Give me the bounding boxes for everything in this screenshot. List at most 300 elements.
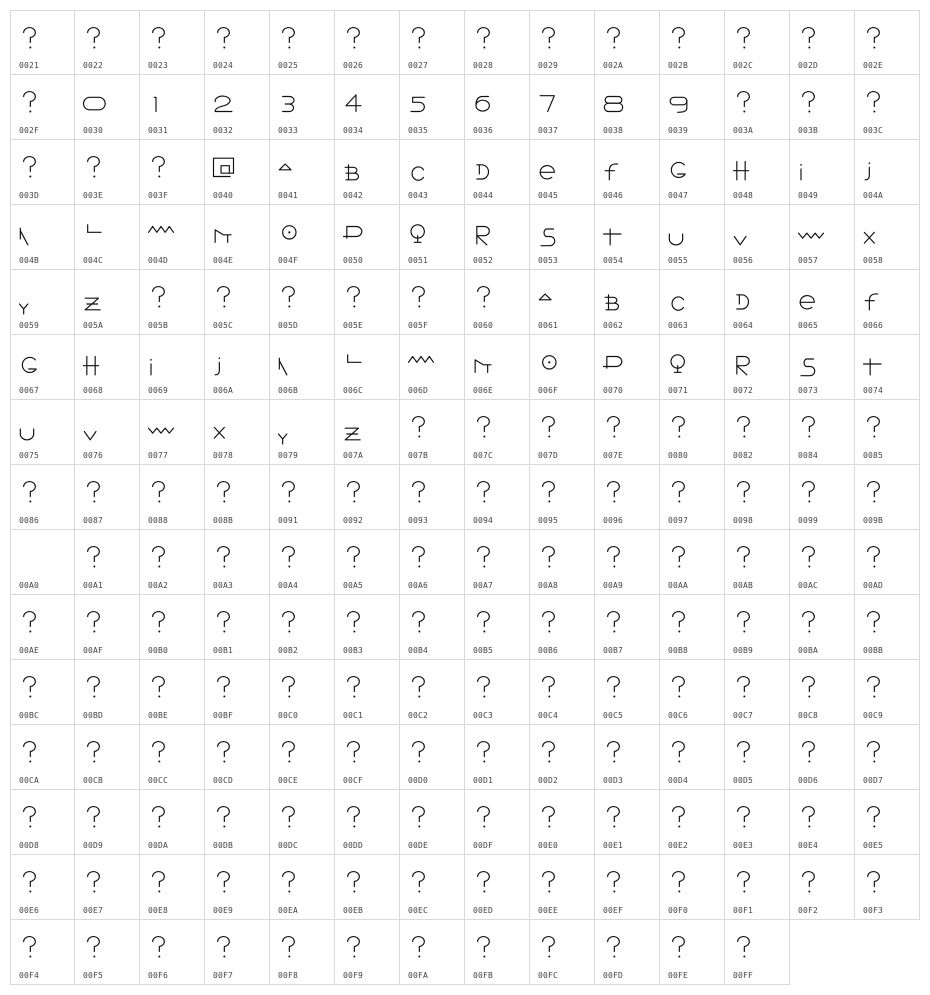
glyph-b-icon: [341, 154, 371, 184]
glyph-cell-00f8: [270, 920, 335, 985]
glyph-cell-0056: [725, 205, 790, 270]
glyph-question-mark-icon: [81, 934, 111, 964]
glyph-code-label: 00BA: [798, 646, 819, 655]
glyph-question-mark-icon: [471, 479, 501, 509]
glyph-question-mark-icon: [601, 739, 631, 769]
glyph-d-icon: [471, 154, 501, 184]
glyph-cell-00e6: [10, 855, 75, 920]
glyph-cell-00e8: [140, 855, 205, 920]
glyph-cell-0032: [205, 75, 270, 140]
glyph-cell-004f: [270, 205, 335, 270]
glyph-cell-0080: [660, 400, 725, 465]
glyph-code-label: 0094: [473, 516, 494, 525]
glyph-code-label: 0076: [83, 451, 104, 460]
glyph-question-mark-icon: [861, 674, 891, 704]
glyph-cell-00f4: [10, 920, 75, 985]
glyph-cell-0045: [530, 140, 595, 205]
glyph-cell-00d8: [10, 790, 75, 855]
glyph-cell-0057: [790, 205, 855, 270]
glyph-cell-0040: [205, 140, 270, 205]
glyph-cell-0082: [725, 400, 790, 465]
glyph-cell-005f: [400, 270, 465, 335]
glyph-code-label: 0034: [343, 126, 364, 135]
glyph-r-icon: [731, 349, 761, 379]
glyph-code-label: 0031: [148, 126, 169, 135]
glyph-cell-00c3: [465, 660, 530, 725]
glyph-code-label: 0027: [408, 61, 429, 70]
glyph-cell-00d4: [660, 725, 725, 790]
glyph-@-icon: [211, 154, 241, 184]
glyph-code-label: 00AE: [19, 646, 40, 655]
glyph-code-label: 00D3: [603, 776, 624, 785]
glyph-code-label: 0062: [603, 321, 624, 330]
glyph-t-icon: [601, 219, 631, 249]
glyph-code-label: 00F6: [148, 971, 169, 980]
glyph-cell-00cb: [75, 725, 140, 790]
glyph-question-mark-icon: [276, 674, 306, 704]
glyph-cell-0078: [205, 400, 270, 465]
glyph-cell-00f1: [725, 855, 790, 920]
glyph-code-label: 00BE: [148, 711, 169, 720]
glyph-cell-00e3: [725, 790, 790, 855]
glyph-code-label: 00E6: [19, 906, 40, 915]
glyph-c-icon: [406, 154, 436, 184]
glyph-cell-005b: [140, 270, 205, 335]
glyph-code-label: 0098: [733, 516, 754, 525]
glyph-code-label: 00DA: [148, 841, 169, 850]
glyph-code-label: 007C: [473, 451, 494, 460]
glyph-code-label: 005D: [278, 321, 299, 330]
glyph-code-label: 00C6: [668, 711, 689, 720]
glyph-question-mark-icon: [536, 934, 566, 964]
glyph-cell-00b9: [725, 595, 790, 660]
glyph-code-label: 00A8: [538, 581, 559, 590]
glyph-question-mark-icon: [861, 739, 891, 769]
glyph-code-label: 00E1: [603, 841, 624, 850]
glyph-code-label: 00B6: [538, 646, 559, 655]
glyph-question-mark-icon: [341, 479, 371, 509]
glyph-cell-0037: [530, 75, 595, 140]
glyph-question-mark-icon: [17, 739, 47, 769]
glyph-cell-00cf: [335, 725, 400, 790]
glyph-code-label: 00C8: [798, 711, 819, 720]
glyph-code-label: 0093: [408, 516, 429, 525]
glyph-code-label: 00E7: [83, 906, 104, 915]
glyph-question-mark-icon: [536, 869, 566, 899]
glyph-question-mark-icon: [146, 284, 176, 314]
glyph-code-label: 00EE: [538, 906, 559, 915]
glyph-question-mark-icon: [406, 25, 436, 55]
glyph-cell-00a2: [140, 530, 205, 595]
glyph-question-mark-icon: [601, 25, 631, 55]
glyph-cell-00b3: [335, 595, 400, 660]
glyph-cell-00f3: [855, 855, 920, 920]
glyph-h-icon: [731, 154, 761, 184]
glyph-code-label: 00E4: [798, 841, 819, 850]
glyph-code-label: 0070: [603, 386, 624, 395]
glyph-code-label: 0055: [668, 256, 689, 265]
glyph-blank-icon: [17, 544, 47, 574]
glyph-code-label: 00AA: [668, 581, 689, 590]
glyph-z-icon: [341, 414, 371, 444]
glyph-cell-00e7: [75, 855, 140, 920]
glyph-code-label: 00C0: [278, 711, 299, 720]
glyph-code-label: 0041: [278, 191, 299, 200]
glyph-code-label: 002C: [733, 61, 754, 70]
glyph-code-label: 0095: [538, 516, 559, 525]
glyph-code-label: 0077: [148, 451, 169, 460]
glyph-t-icon: [861, 349, 891, 379]
glyph-l-icon: [341, 349, 371, 379]
glyph-question-mark-icon: [146, 739, 176, 769]
glyph-cell-002a: [595, 10, 660, 75]
glyph-cell-003a: [725, 75, 790, 140]
glyph-code-label: 00DD: [343, 841, 364, 850]
glyph-question-mark-icon: [601, 544, 631, 574]
glyph-cell-009b: [855, 465, 920, 530]
glyph-code-label: 002E: [863, 61, 884, 70]
glyph-q-icon: [666, 349, 696, 379]
glyph-cell-005c: [205, 270, 270, 335]
glyph-question-mark-icon: [406, 479, 436, 509]
glyph-code-label: 00E5: [863, 841, 884, 850]
glyph-cell-0025: [270, 10, 335, 75]
glyph-cell-0054: [595, 205, 660, 270]
glyph-question-mark-icon: [211, 284, 241, 314]
glyph-cell-0075: [10, 400, 75, 465]
glyph-code-label: 0054: [603, 256, 624, 265]
glyph-code-label: 00FF: [733, 971, 754, 980]
glyph-cell-003e: [75, 140, 140, 205]
glyph-cell-0050: [335, 205, 400, 270]
glyph-code-label: 0080: [668, 451, 689, 460]
glyph-question-mark-icon: [601, 479, 631, 509]
glyph-code-label: 00C9: [863, 711, 884, 720]
glyph-cell-006e: [465, 335, 530, 400]
glyph-question-mark-icon: [471, 674, 501, 704]
glyph-cell-0051: [400, 205, 465, 270]
glyph-cell-00d6: [790, 725, 855, 790]
glyph-question-mark-icon: [536, 414, 566, 444]
glyph-cell-00f0: [660, 855, 725, 920]
glyph-code-label: 00A3: [213, 581, 234, 590]
glyph-code-label: 007E: [603, 451, 624, 460]
glyph-question-mark-icon: [211, 544, 241, 574]
glyph-cell-002f: [10, 75, 75, 140]
glyph-question-mark-icon: [81, 479, 111, 509]
glyph-question-mark-icon: [731, 739, 761, 769]
glyph-code-label: 00C4: [538, 711, 559, 720]
glyph-code-label: 008B: [213, 516, 234, 525]
glyph-cell-00f5: [75, 920, 140, 985]
glyph-code-label: 00A6: [408, 581, 429, 590]
glyph-cell-00af: [75, 595, 140, 660]
glyph-i-icon: [796, 154, 826, 184]
glyph-cell-00c4: [530, 660, 595, 725]
glyph-cell-00de: [400, 790, 465, 855]
glyph-cell-00bf: [205, 660, 270, 725]
glyph-cell-00ec: [400, 855, 465, 920]
glyph-code-label: 0069: [148, 386, 169, 395]
glyph-code-label: 0075: [19, 451, 40, 460]
glyph-cell-0024: [205, 10, 270, 75]
glyph-cell-00ea: [270, 855, 335, 920]
glyph-code-label: 00EB: [343, 906, 364, 915]
glyph-question-mark-icon: [471, 609, 501, 639]
glyph-cell-00d7: [855, 725, 920, 790]
glyph-cell-0058: [855, 205, 920, 270]
glyph-question-mark-icon: [796, 804, 826, 834]
glyph-question-mark-icon: [666, 414, 696, 444]
glyph-question-mark-icon: [796, 739, 826, 769]
glyph-cell-00bc: [10, 660, 75, 725]
glyph-cell-0099: [790, 465, 855, 530]
glyph-code-label: 003B: [798, 126, 819, 135]
glyph-code-label: 00B1: [213, 646, 234, 655]
glyph-cell-0064: [725, 270, 790, 335]
glyph-question-mark-icon: [211, 674, 241, 704]
glyph-question-mark-icon: [601, 609, 631, 639]
glyph-code-label: 006F: [538, 386, 559, 395]
glyph-cell-0085: [855, 400, 920, 465]
glyph-code-label: 002D: [798, 61, 819, 70]
glyph-cell-0049: [790, 140, 855, 205]
glyph-code-label: 00FD: [603, 971, 624, 980]
glyph-cell-00c8: [790, 660, 855, 725]
glyph-question-mark-icon: [276, 869, 306, 899]
glyph-cell-002e: [855, 10, 920, 75]
glyph-code-label: 00F4: [19, 971, 40, 980]
glyph-question-mark-icon: [796, 89, 826, 119]
glyph-question-mark-icon: [601, 414, 631, 444]
glyph-code-label: 00A4: [278, 581, 299, 590]
glyph-f-icon: [861, 284, 891, 314]
glyph-code-label: 00A9: [603, 581, 624, 590]
glyph-b-icon: [601, 284, 631, 314]
glyph-k-icon: [17, 219, 47, 249]
glyph-q-icon: [406, 219, 436, 249]
glyph-v-icon: [81, 414, 111, 444]
glyph-code-label: 0040: [213, 191, 234, 200]
glyph-code-label: 005B: [148, 321, 169, 330]
glyph-question-mark-icon: [146, 804, 176, 834]
glyph-1-icon: [146, 89, 176, 119]
glyph-cell-0048: [725, 140, 790, 205]
glyph-cell-00b6: [530, 595, 595, 660]
glyph-cell-007e: [595, 400, 660, 465]
glyph-code-label: 0082: [733, 451, 754, 460]
glyph-cell-00ed: [465, 855, 530, 920]
glyph-g-icon: [666, 154, 696, 184]
glyph-question-mark-icon: [276, 934, 306, 964]
glyph-e-icon: [536, 154, 566, 184]
glyph-code-label: 004E: [213, 256, 234, 265]
glyph-code-label: 00EF: [603, 906, 624, 915]
glyph-cell-00b8: [660, 595, 725, 660]
glyph-cell-00be: [140, 660, 205, 725]
glyph-code-label: 00B5: [473, 646, 494, 655]
glyph-code-label: 0086: [19, 516, 40, 525]
glyph-cell-0093: [400, 465, 465, 530]
glyph-question-mark-icon: [536, 609, 566, 639]
glyph-cell-00ff: [725, 920, 790, 985]
glyph-cell-0077: [140, 400, 205, 465]
glyph-question-mark-icon: [666, 479, 696, 509]
glyph-cell-00e4: [790, 790, 855, 855]
glyph-cell-00eb: [335, 855, 400, 920]
glyph-cell-00a0: [10, 530, 75, 595]
glyph-g-icon: [17, 349, 47, 379]
glyph-code-label: 00CE: [278, 776, 299, 785]
glyph-cell-0061: [530, 270, 595, 335]
glyph-cell-00cc: [140, 725, 205, 790]
glyph-cell-0022: [75, 10, 140, 75]
glyph-cell-004a: [855, 140, 920, 205]
glyph-code-label: 0035: [408, 126, 429, 135]
glyph-code-label: 00D7: [863, 776, 884, 785]
glyph-code-label: 0044: [473, 191, 494, 200]
glyph-cell-006d: [400, 335, 465, 400]
glyph-code-label: 00B3: [343, 646, 364, 655]
glyph-cell-0096: [595, 465, 660, 530]
glyph-code-label: 0071: [668, 386, 689, 395]
glyph-question-mark-icon: [146, 154, 176, 184]
glyph-cell-00fc: [530, 920, 595, 985]
glyph-cell-00c9: [855, 660, 920, 725]
glyph-j-icon: [861, 154, 891, 184]
glyph-cell-00d1: [465, 725, 530, 790]
glyph-question-mark-icon: [601, 804, 631, 834]
glyph-question-mark-icon: [17, 934, 47, 964]
glyph-code-label: 0063: [668, 321, 689, 330]
glyph-cell-00a9: [595, 530, 660, 595]
glyph-code-label: 005E: [343, 321, 364, 330]
glyph-cell-007a: [335, 400, 400, 465]
glyph-code-label: 0023: [148, 61, 169, 70]
glyph-code-label: 00F0: [668, 906, 689, 915]
glyph-question-mark-icon: [536, 804, 566, 834]
glyph-d-icon: [731, 284, 761, 314]
glyph-code-label: 0056: [733, 256, 754, 265]
glyph-cell-003b: [790, 75, 855, 140]
glyph-code-label: 003E: [83, 191, 104, 200]
glyph-question-mark-icon: [17, 674, 47, 704]
glyph-7-icon: [536, 89, 566, 119]
glyph-cell-0074: [855, 335, 920, 400]
glyph-question-mark-icon: [666, 609, 696, 639]
glyph-code-label: 009B: [863, 516, 884, 525]
glyph-question-mark-icon: [276, 284, 306, 314]
glyph-question-mark-icon: [796, 674, 826, 704]
glyph-code-label: 00AD: [863, 581, 884, 590]
glyph-question-mark-icon: [471, 739, 501, 769]
glyph-u-icon: [17, 414, 47, 444]
glyph-question-mark-icon: [406, 869, 436, 899]
glyph-code-label: 00B8: [668, 646, 689, 655]
glyph-cell-0034: [335, 75, 400, 140]
glyph-question-mark-icon: [17, 609, 47, 639]
glyph-s-icon: [536, 219, 566, 249]
glyph-cell-0069: [140, 335, 205, 400]
glyph-cell-00b1: [205, 595, 270, 660]
glyph-question-mark-icon: [341, 25, 371, 55]
glyph-question-mark-icon: [601, 934, 631, 964]
glyph-cell-004e: [205, 205, 270, 270]
glyph-question-mark-icon: [666, 804, 696, 834]
glyph-code-label: 0052: [473, 256, 494, 265]
glyph-cell-005d: [270, 270, 335, 335]
glyph-question-mark-icon: [536, 25, 566, 55]
glyph-question-mark-icon: [341, 804, 371, 834]
glyph-code-label: 0088: [148, 516, 169, 525]
glyph-cell-0098: [725, 465, 790, 530]
glyph-question-mark-icon: [471, 414, 501, 444]
glyph-cell-00b0: [140, 595, 205, 660]
glyph-code-label: 00DF: [473, 841, 494, 850]
glyph-code-label: 0051: [408, 256, 429, 265]
glyph-cell-007c: [465, 400, 530, 465]
glyph-cell-00a1: [75, 530, 140, 595]
glyph-question-mark-icon: [471, 544, 501, 574]
glyph-question-mark-icon: [536, 674, 566, 704]
glyph-code-label: 00C1: [343, 711, 364, 720]
glyph-question-mark-icon: [731, 609, 761, 639]
glyph-question-mark-icon: [471, 25, 501, 55]
glyph-code-label: 00ED: [473, 906, 494, 915]
glyph-question-mark-icon: [731, 89, 761, 119]
glyph-cell-0068: [75, 335, 140, 400]
glyph-3-icon: [276, 89, 306, 119]
glyph-cell-00e1: [595, 790, 660, 855]
glyph-code-label: 006E: [473, 386, 494, 395]
glyph-2-icon: [211, 89, 241, 119]
glyph-o-icon: [276, 219, 306, 249]
glyph-code-label: 0097: [668, 516, 689, 525]
glyph-cell-0065: [790, 270, 855, 335]
glyph-question-mark-icon: [81, 869, 111, 899]
glyph-cell-00d9: [75, 790, 140, 855]
glyph-cell-00fa: [400, 920, 465, 985]
glyph-code-label: 0024: [213, 61, 234, 70]
glyph-code-label: 0079: [278, 451, 299, 460]
glyph-code-label: 00AB: [733, 581, 754, 590]
glyph-p-icon: [601, 349, 631, 379]
glyph-cell-0086: [10, 465, 75, 530]
glyph-question-mark-icon: [17, 25, 47, 55]
glyph-question-mark-icon: [211, 869, 241, 899]
glyph-cell-0036: [465, 75, 530, 140]
glyph-question-mark-icon: [731, 479, 761, 509]
glyph-cell-0028: [465, 10, 530, 75]
glyph-cell-0046: [595, 140, 660, 205]
glyph-code-label: 00BF: [213, 711, 234, 720]
glyph-question-mark-icon: [146, 934, 176, 964]
glyph-cell-00c7: [725, 660, 790, 725]
glyph-code-label: 006A: [213, 386, 234, 395]
glyph-code-label: 00F8: [278, 971, 299, 980]
glyph-cell-003c: [855, 75, 920, 140]
glyph-question-mark-icon: [406, 284, 436, 314]
glyph-cell-0041: [270, 140, 335, 205]
glyph-question-mark-icon: [17, 89, 47, 119]
glyph-cell-00ad: [855, 530, 920, 595]
glyph-cell-0044: [465, 140, 530, 205]
glyph-code-label: 0021: [19, 61, 40, 70]
glyph-cell-00a5: [335, 530, 400, 595]
glyph-y-icon: [17, 284, 47, 314]
glyph-question-mark-icon: [211, 739, 241, 769]
glyph-cell-00dc: [270, 790, 335, 855]
